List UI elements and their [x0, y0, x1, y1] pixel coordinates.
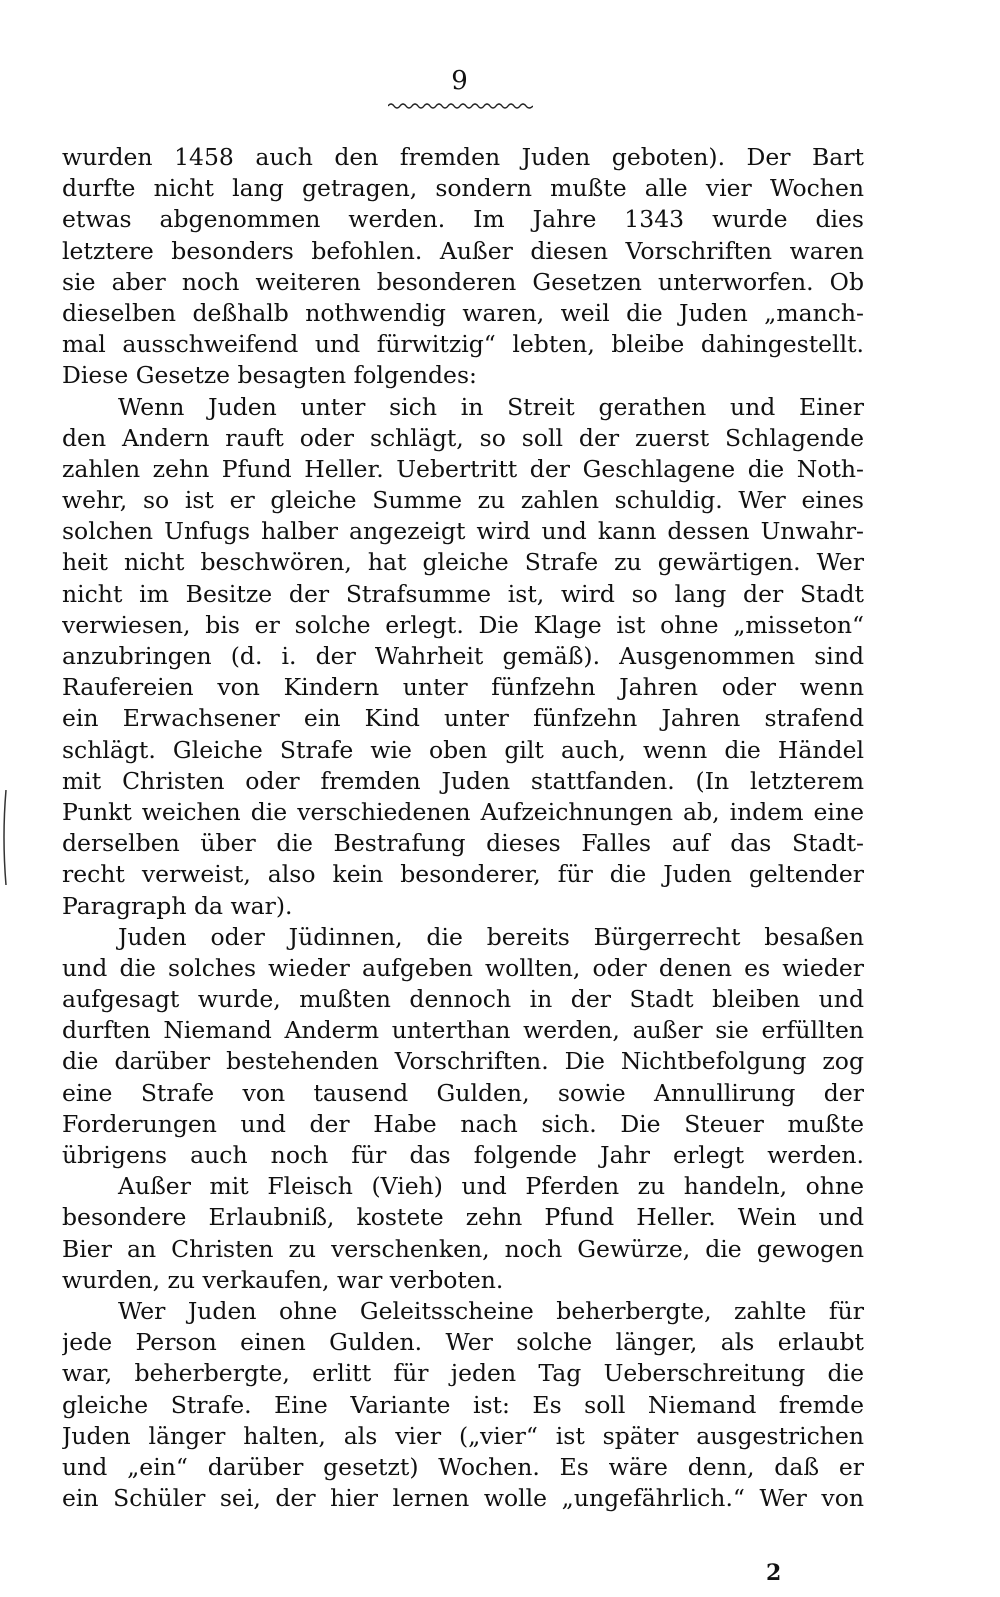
- text-line: letztere besonders befohlen. Außer diesen Vorschriften waren: [62, 236, 864, 265]
- text-line: schlägt. Gleiche Strafe wie oben gilt auch, wenn die Händel: [62, 735, 864, 764]
- margin-scan-mark: [2, 790, 10, 885]
- text-line: verwiesen, bis er solche erlegt. Die Klage ist ohne „misseton“: [62, 610, 864, 639]
- text-line: ein Erwachsener ein Kind unter fünfzehn Jahren strafend: [62, 704, 864, 733]
- text-line: Juden oder Jüdinnen, die bereits Bürgerrecht besaßen: [118, 922, 864, 951]
- text-line: Außer mit Fleisch (Vieh) und Pferden zu handeln, ohne: [118, 1172, 864, 1201]
- text-line: nicht im Besitze der Strafsumme ist, wird so lang der Stadt: [62, 579, 864, 608]
- text-line: übrigens auch noch für das folgende Jahr erlegt werden.: [62, 1141, 864, 1169]
- text-line: und die solches wieder aufgeben wollten, oder denen es wieder: [62, 953, 864, 982]
- text-line: gleiche Strafe. Eine Variante ist: Es soll Niemand fremde: [62, 1390, 864, 1419]
- text-line: sie aber noch weiteren besonderen Gesetzen unterworfen. Ob: [62, 267, 864, 296]
- text-line: recht verweist, also kein besonderer, für die Juden geltender: [62, 860, 864, 889]
- text-line: durften Niemand Anderm unterthan werden, außer sie erfüllten: [62, 1016, 864, 1045]
- text-line: aufgesagt wurde, mußten dennoch in der Stadt bleiben und: [62, 985, 864, 1014]
- text-line: mit Christen oder fremden Juden stattfanden. (In letzterem: [62, 766, 864, 795]
- text-line: die darüber bestehenden Vorschriften. Die Nichtbefolgung zog: [62, 1047, 864, 1076]
- signature-mark: 2: [766, 1560, 782, 1586]
- body-text: [62, 142, 864, 1514]
- text-line: Bier an Christen zu verschenken, noch Gewürze, die gewogen: [62, 1234, 864, 1263]
- header-ornament: [388, 102, 533, 110]
- text-line: durfte nicht lang getragen, sondern mußte alle vier Wochen: [62, 174, 864, 203]
- text-line: ein Schüler sei, der hier lernen wolle „ungefährlich.“ Wer von: [62, 1484, 864, 1513]
- text-line: Wer Juden ohne Geleitsscheine beherbergte, zahlte für: [118, 1296, 864, 1325]
- text-line: Paragraph da war).: [62, 891, 293, 920]
- text-line: eine Strafe von tausend Gulden, sowie Annullirung der: [62, 1078, 864, 1107]
- text-line: derselben über die Bestrafung dieses Falles auf das Stadt-: [62, 829, 864, 858]
- text-line: wurden, zu verkaufen, war verboten.: [62, 1265, 504, 1294]
- page-number: 9: [451, 66, 469, 96]
- text-line: wurden 1458 auch den fremden Juden geboten). Der Bart: [62, 143, 864, 171]
- text-line: dieselben deßhalb nothwendig waren, weil die Juden „manch-: [62, 298, 864, 327]
- text-line: und „ein“ darüber gesetzt) Wochen. Es wäre denn, daß er: [62, 1452, 864, 1481]
- text-line: jede Person einen Gulden. Wer solche länger, als erlaubt: [62, 1328, 864, 1357]
- text-line: Wenn Juden unter sich in Streit gerathen und Einer: [118, 392, 864, 421]
- text-line: besondere Erlaubniß, kostete zehn Pfund Heller. Wein und: [62, 1203, 864, 1232]
- text-line: zahlen zehn Pfund Heller. Uebertritt der Geschlagene die Noth-: [62, 454, 864, 483]
- text-line: heit nicht beschwören, hat gleiche Strafe zu gewärtigen. Wer: [62, 548, 864, 577]
- text-line: den Andern rauft oder schlägt, so soll der zuerst Schlagende: [62, 423, 864, 452]
- text-line: war, beherbergte, erlitt für jeden Tag Ueberschreitung die: [62, 1359, 864, 1388]
- text-line: Diese Gesetze besagten folgendes:: [62, 361, 477, 390]
- text-line: anzubringen (d. i. der Wahrheit gemäß). Ausgenommen sind: [62, 642, 864, 670]
- text-line: Raufereien von Kindern unter fünfzehn Jahren oder wenn: [62, 673, 864, 702]
- text-line: solchen Unfugs halber angezeigt wird und kann dessen Unwahr-: [62, 517, 864, 546]
- text-line: mal ausschweifend und fürwitzig“ lebten, bleibe dahingestellt.: [62, 330, 864, 359]
- text-line: etwas abgenommen werden. Im Jahre 1343 wurde dies: [62, 205, 864, 234]
- text-line: Juden länger halten, als vier („vier“ ist später ausgestrichen: [62, 1421, 864, 1450]
- text-line: Punkt weichen die verschiedenen Aufzeichnungen ab, indem eine: [62, 797, 864, 826]
- text-line: wehr, so ist er gleiche Summe zu zahlen schuldig. Wer eines: [62, 486, 864, 515]
- text-line: Forderungen und der Habe nach sich. Die Steuer mußte: [62, 1109, 864, 1138]
